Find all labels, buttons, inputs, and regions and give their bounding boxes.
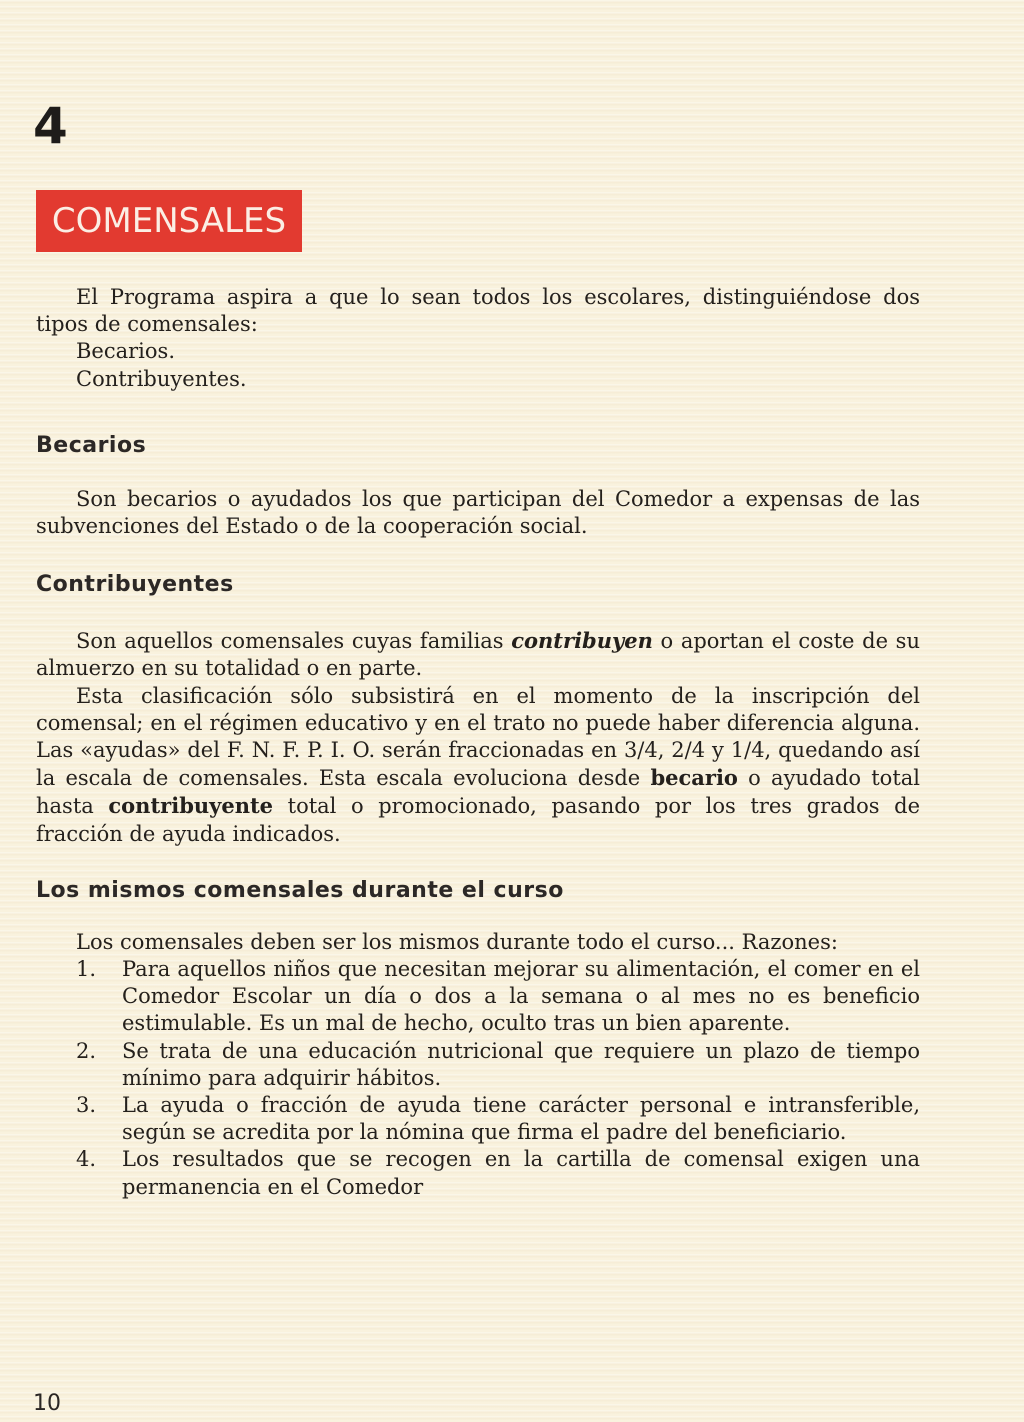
section-heading-becarios: Becarios [36,432,147,458]
list-item [36,956,920,1038]
list-item-number: 3. [76,1093,97,1118]
list-item-text: Para aquellos niños que necesitan mejorar su alimentación, el comer en el Comedor Escolar un día o dos a la semana o al mes no es beneficio estimulable. Es un mal de hecho, oculto tras un bien aparente. [122,957,920,1036]
list-item-text: La ayuda o fracción de ayuda tiene carácter personal e intransferible, según se acredita por la nómina que firma el padre del beneficiario. [122,1093,920,1145]
mismos-intro-paragraph: Los comensales deben ser los mismos durante todo el curso... Razones: [76,929,838,954]
contribuyen-emphasis: contribuyen [511,628,653,654]
becario-term: becario [650,765,738,791]
list-item [36,1038,920,1092]
contribuyentes-paragraph-2 [36,683,920,848]
chapter-title: COMENSALES [51,201,287,241]
page-number: 10 [33,1391,61,1416]
chapter-title-banner [36,190,302,252]
list-item-number: 4. [76,1147,97,1172]
section-heading-mismos-comensales: Los mismos comensales durante el curso [36,877,564,903]
list-item-text: Los resultados que se recogen en la cartilla de comensal exigen una permanencia en el Comedor [122,1147,920,1199]
list-item [36,1146,920,1200]
list-item [36,1092,920,1146]
contribuyentes-p1-before: Son aquellos comensales cuyas familias [76,629,512,654]
contribuyentes-paragraph-1 [36,627,920,682]
intro-paragraph: El Programa aspira a que lo sean todos los escolares, distinguiéndose dos tipos de comensales: [36,285,920,337]
list-item-number: 1. [76,957,97,982]
body-text [36,284,920,1201]
contribuyente-term: contribuyente [108,793,274,819]
chapter-number: 4 [33,97,68,155]
list-item-number: 2. [76,1038,97,1063]
intro-item-contribuyentes: Contribuyentes. [76,366,247,391]
becarios-paragraph: Son becarios o ayudados los que participan del Comedor a expensas de las subvenciones del Estado o de la cooperación social. [36,486,920,539]
intro-item-becarios: Becarios. [76,339,175,364]
contribuyentes-p2-c: o ayudado total hasta [36,766,920,819]
list-item-text: Se trata de una educación nutricional que requiere un plazo de tiempo mínimo para adquirir hábitos. [122,1038,920,1090]
contribuyentes-p1-after: o aportan el coste de su almuerzo en su totalidad o en parte. [36,629,920,681]
section-heading-contribuyentes: Contribuyentes [36,572,234,598]
contribuyentes-p2-e: total o promocionado, pasando por los tres grados de fracción de ayuda indicados. [36,794,920,846]
reasons-list [36,956,920,1201]
contribuyentes-p2-a: Esta clasificación sólo subsistirá en el momento de la inscripción del comensal; en el régimen educativo y en el trato no puede haber diferencia alguna. Las «ayudas» del F. N. F. P. I. O. serán fraccionadas en 3/4, 2/4 y 1/4, quedando así la escala de comensales. Esta escala evoluciona desde [36,683,920,791]
